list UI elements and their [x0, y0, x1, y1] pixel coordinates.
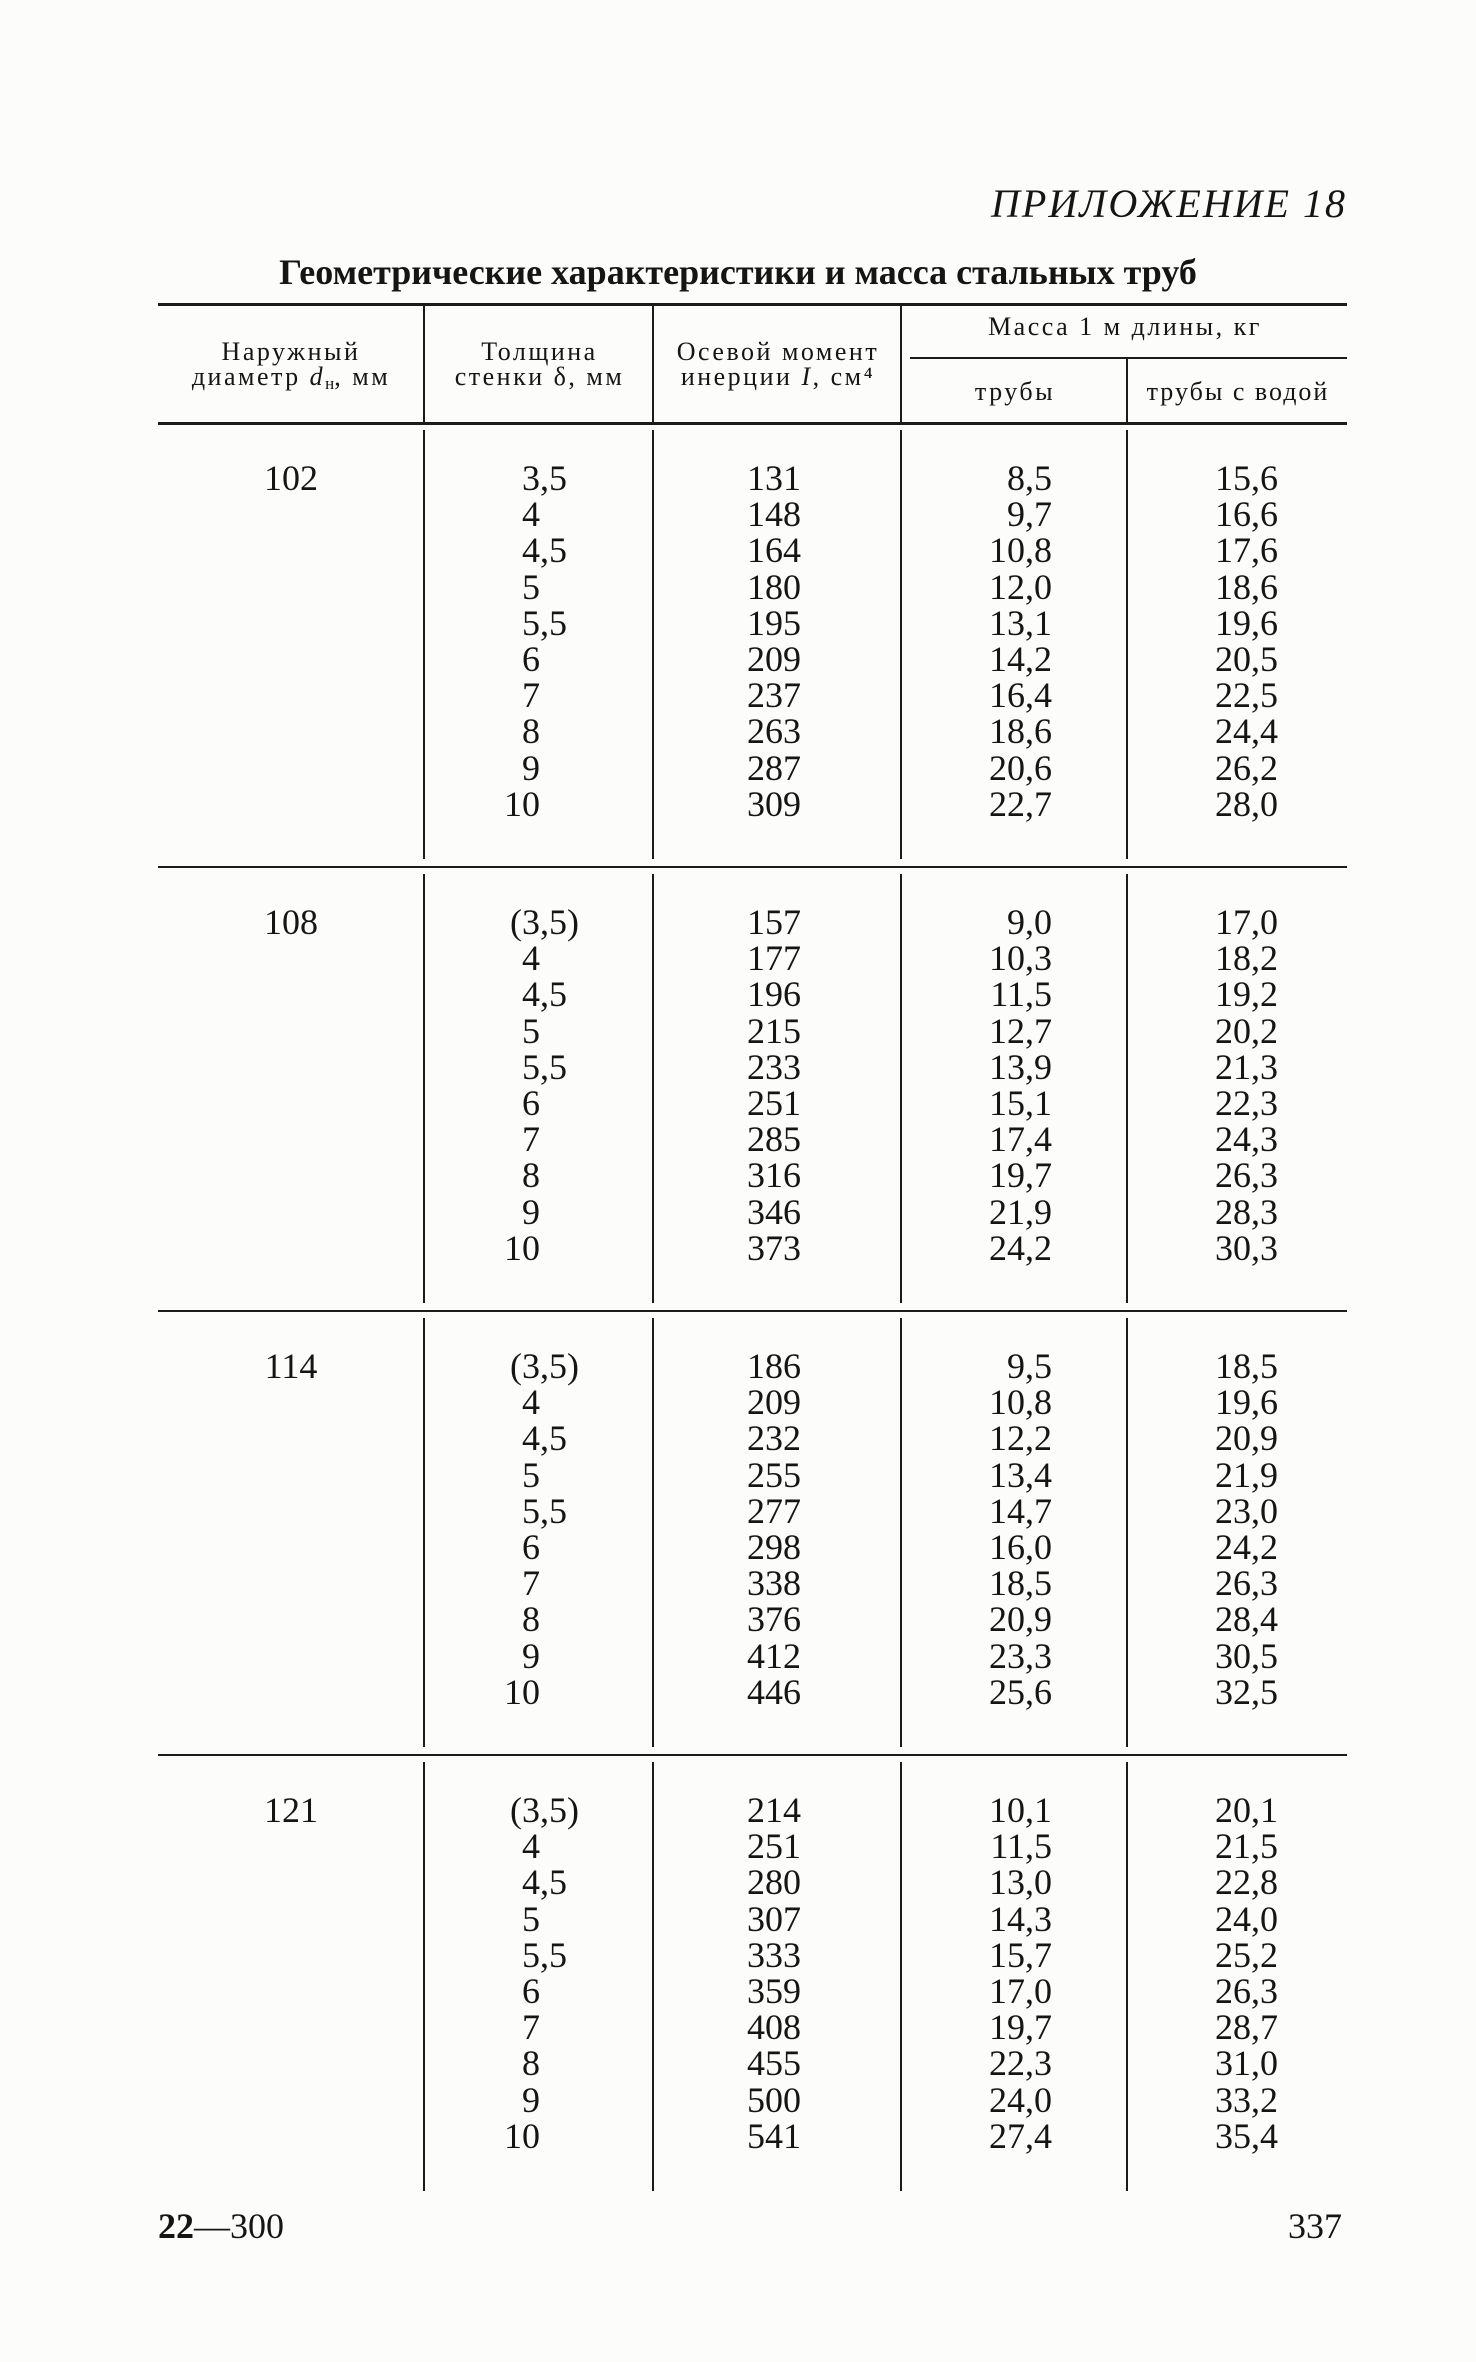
- moment-of-inertia-column: [653, 460, 801, 822]
- pipe-mass-value: 23,3: [989, 1635, 1052, 1676]
- pipe-with-water-mass-value: 19,6: [1215, 602, 1278, 643]
- moment-of-inertia-value: 285: [747, 1119, 801, 1160]
- pipe-with-water-mass-value: 21,9: [1215, 1454, 1278, 1495]
- pipe-mass-value: 13,4: [989, 1454, 1052, 1495]
- pipe-with-water-mass-value: 15,6: [1215, 458, 1278, 498]
- column-divider: [900, 304, 902, 423]
- header-cell-diameter: [158, 306, 424, 422]
- wall-thickness-value: (3,5): [510, 902, 579, 942]
- moment-of-inertia-value: 338: [747, 1563, 801, 1604]
- pipe-mass-value: 27,4: [989, 2115, 1052, 2156]
- wall-thickness-value: 7: [522, 675, 540, 716]
- pipe-with-water-mass-value: 28,7: [1215, 2007, 1278, 2048]
- pipe-mass-column: [901, 1792, 1052, 2154]
- pipe-with-water-mass-value: 32,5: [1215, 1671, 1278, 1712]
- pipe-size-group: [0, 423, 1476, 867]
- pipe-mass-value: 13,9: [989, 1046, 1052, 1087]
- header-mass-subrule: [910, 357, 1347, 359]
- moment-of-inertia-value: 316: [747, 1155, 801, 1196]
- pipe-size-group: [0, 1311, 1476, 1755]
- column-divider: [652, 304, 654, 423]
- moment-of-inertia-value: 215: [747, 1010, 801, 1051]
- wall-thickness-value: 4,5: [522, 1418, 567, 1459]
- moment-of-inertia-value: 157: [747, 902, 801, 942]
- wall-thickness-value: 5: [522, 1010, 540, 1051]
- outer-diameter-column: [158, 1348, 424, 1384]
- pipe-mass-value: 14,7: [989, 1490, 1052, 1531]
- wall-thickness-value: 3,5: [522, 458, 567, 498]
- moment-of-inertia-value: 209: [747, 1382, 801, 1423]
- pipe-mass-value: 22,3: [989, 2043, 1052, 2084]
- header-inertia-line2: [681, 364, 875, 389]
- header-inertia-unit: , см⁴: [812, 362, 876, 391]
- moment-of-inertia-value: 280: [747, 1862, 801, 1903]
- pipe-mass-value: 10,1: [989, 1790, 1052, 1830]
- outer-diameter-value: 121: [264, 1790, 318, 1830]
- pipe-mass-value: 13,0: [989, 1862, 1052, 1903]
- wall-thickness-value: 4: [522, 938, 540, 979]
- wall-thickness-value: 4: [522, 494, 540, 535]
- pipe-mass-value: 16,4: [989, 675, 1052, 716]
- wall-thickness-value: 7: [522, 2007, 540, 2048]
- moment-of-inertia-value: 251: [747, 1082, 801, 1123]
- wall-thickness-value: 8: [522, 1599, 540, 1640]
- footer-signature-sheet: 22: [158, 2206, 194, 2246]
- wall-thickness-value: 6: [522, 638, 540, 679]
- pipe-with-water-mass-value: 28,3: [1215, 1191, 1278, 1232]
- moment-of-inertia-value: 232: [747, 1418, 801, 1459]
- wall-thickness-value: 4: [522, 1382, 540, 1423]
- moment-of-inertia-value: 373: [747, 1227, 801, 1268]
- pipe-mass-value: 20,9: [989, 1599, 1052, 1640]
- pipe-with-water-mass-value: 30,5: [1215, 1635, 1278, 1676]
- wall-thickness-value: 4,5: [522, 530, 567, 571]
- wall-thickness-value: 5: [522, 1454, 540, 1495]
- wall-thickness-value: 4,5: [522, 974, 567, 1015]
- wall-thickness-value: 9: [522, 2079, 540, 2120]
- pipe-mass-value: 11,5: [990, 1826, 1052, 1867]
- header-thickness-line1: Толщина: [481, 337, 598, 366]
- pipe-mass-value: 17,4: [989, 1119, 1052, 1160]
- pipe-with-water-mass-value: 18,6: [1215, 566, 1278, 607]
- pipe-mass-value: 14,2: [989, 638, 1052, 679]
- moment-of-inertia-value: 209: [747, 638, 801, 679]
- pipe-with-water-mass-value: 22,5: [1215, 675, 1278, 716]
- wall-thickness-value: 6: [522, 1970, 540, 2011]
- pipe-mass-value: 25,6: [989, 1671, 1052, 1712]
- pipe-mass-value: 15,7: [989, 1934, 1052, 1975]
- pipe-with-water-mass-value: 35,4: [1215, 2115, 1278, 2156]
- pipe-with-water-mass-column: [1127, 904, 1278, 1266]
- moment-of-inertia-value: 131: [747, 458, 801, 498]
- moment-of-inertia-value: 233: [747, 1046, 801, 1087]
- pipe-with-water-mass-value: 23,0: [1215, 1490, 1278, 1531]
- wall-thickness-value: 10: [504, 1671, 540, 1712]
- pipe-mass-column: [901, 1348, 1052, 1710]
- pipe-mass-value: 18,5: [989, 1563, 1052, 1604]
- moment-of-inertia-value: 195: [747, 602, 801, 643]
- wall-thickness-value: 5,5: [522, 1934, 567, 1975]
- wall-thickness-value: (3,5): [510, 1346, 579, 1386]
- pipe-with-water-mass-value: 33,2: [1215, 2079, 1278, 2120]
- pipe-mass-value: 18,6: [989, 711, 1052, 752]
- outer-diameter-column: [158, 1792, 424, 1828]
- outer-diameter-value: 102: [264, 458, 318, 498]
- moment-of-inertia-value: 287: [747, 747, 801, 788]
- moment-of-inertia-value: 446: [747, 1671, 801, 1712]
- outer-diameter-column: [158, 460, 424, 496]
- wall-thickness-value: 5: [522, 566, 540, 607]
- pipe-mass-value: 12,0: [989, 566, 1052, 607]
- moment-of-inertia-value: 251: [747, 1826, 801, 1867]
- pipe-mass-value: 21,9: [989, 1191, 1052, 1232]
- pipe-with-water-mass-value: 24,4: [1215, 711, 1278, 752]
- pipe-with-water-mass-value: 24,3: [1215, 1119, 1278, 1160]
- pipe-with-water-mass-value: 31,0: [1215, 2043, 1278, 2084]
- pipe-mass-value: 17,0: [989, 1970, 1052, 2011]
- pipe-mass-value: 20,6: [989, 747, 1052, 788]
- header-thickness-line2: стенки δ, мм: [454, 362, 625, 391]
- moment-of-inertia-value: 177: [747, 938, 801, 979]
- pipe-with-water-mass-value: 21,3: [1215, 1046, 1278, 1087]
- header-diameter-line2: [191, 362, 391, 393]
- moment-of-inertia-value: 298: [747, 1526, 801, 1567]
- moment-of-inertia-value: 307: [747, 1898, 801, 1939]
- moment-of-inertia-value: 263: [747, 711, 801, 752]
- pipe-with-water-mass-value: 26,2: [1215, 747, 1278, 788]
- moment-of-inertia-value: 148: [747, 494, 801, 535]
- header-inertia-word: инерции: [680, 362, 793, 391]
- moment-of-inertia-value: 541: [747, 2115, 801, 2156]
- pipe-mass-column: [901, 904, 1052, 1266]
- pipe-with-water-mass-value: 17,6: [1215, 530, 1278, 571]
- pipe-with-water-mass-value: 28,4: [1215, 1599, 1278, 1640]
- pipe-with-water-mass-value: 21,5: [1215, 1826, 1278, 1867]
- pipe-with-water-mass-value: 18,2: [1215, 938, 1278, 979]
- wall-thickness-value: 10: [504, 783, 540, 824]
- moment-of-inertia-value: 277: [747, 1490, 801, 1531]
- pipe-mass-value: 9,7: [1007, 494, 1052, 535]
- wall-thickness-value: 9: [522, 747, 540, 788]
- column-divider: [423, 304, 425, 423]
- pipe-with-water-mass-value: 20,2: [1215, 1010, 1278, 1051]
- moment-of-inertia-value: 164: [747, 530, 801, 571]
- pipe-mass-value: 19,7: [989, 1155, 1052, 1196]
- pipe-with-water-mass-value: 28,0: [1215, 783, 1278, 824]
- header-mass-title: Масса 1 м длины, кг: [988, 312, 1262, 341]
- pipe-with-water-mass-value: 20,9: [1215, 1418, 1278, 1459]
- wall-thickness-value: (3,5): [510, 1790, 579, 1830]
- pipe-with-water-mass-value: 22,8: [1215, 1862, 1278, 1903]
- pipe-with-water-mass-value: 22,3: [1215, 1082, 1278, 1123]
- pipe-mass-value: 12,7: [989, 1010, 1052, 1051]
- pipe-mass-value: 10,3: [989, 938, 1052, 979]
- wall-thickness-value: 10: [504, 1227, 540, 1268]
- wall-thickness-column: [424, 904, 579, 1266]
- pipe-mass-value: 8,5: [1007, 458, 1052, 498]
- pipe-with-water-mass-value: 19,2: [1215, 974, 1278, 1015]
- pipe-with-water-mass-value: 20,1: [1215, 1790, 1278, 1830]
- moment-of-inertia-value: 376: [747, 1599, 801, 1640]
- pipe-with-water-mass-value: 20,5: [1215, 638, 1278, 679]
- pipe-with-water-mass-column: [1127, 1348, 1278, 1710]
- pipe-size-group: [0, 1755, 1476, 2199]
- pipe-mass-value: 16,0: [989, 1526, 1052, 1567]
- pipe-mass-value: 19,7: [989, 2007, 1052, 2048]
- diameter-symbol: d: [309, 362, 326, 391]
- pipe-mass-value: 12,2: [989, 1418, 1052, 1459]
- wall-thickness-value: 5,5: [522, 1490, 567, 1531]
- pipe-mass-value: 11,5: [990, 974, 1052, 1015]
- pipe-mass-column: [901, 460, 1052, 822]
- wall-thickness-value: 6: [522, 1082, 540, 1123]
- pipe-with-water-mass-value: 26,3: [1215, 1970, 1278, 2011]
- pipe-with-water-mass-value: 30,3: [1215, 1227, 1278, 1268]
- moment-of-inertia-value: 408: [747, 2007, 801, 2048]
- wall-thickness-value: 7: [522, 1119, 540, 1160]
- footer-signature-rest: —300: [194, 2206, 284, 2246]
- moment-of-inertia-value: 237: [747, 675, 801, 716]
- document-title: Геометрические характеристики и масса стальных труб: [279, 252, 1197, 292]
- wall-thickness-value: 10: [504, 2115, 540, 2156]
- header-diameter-word: диаметр: [191, 362, 301, 391]
- wall-thickness-column: [424, 460, 579, 822]
- wall-thickness-value: 8: [522, 1155, 540, 1196]
- pipe-with-water-mass-value: 17,0: [1215, 902, 1278, 942]
- pipe-with-water-mass-value: 16,6: [1215, 494, 1278, 535]
- moment-of-inertia-value: 196: [747, 974, 801, 1015]
- moment-of-inertia-value: 333: [747, 1934, 801, 1975]
- header-cell-thickness: [426, 306, 653, 422]
- moment-of-inertia-value: 455: [747, 2043, 801, 2084]
- outer-diameter-column: [158, 904, 424, 940]
- header-cell-inertia: [655, 306, 901, 422]
- moment-of-inertia-column: [653, 1348, 801, 1710]
- moment-of-inertia-value: 500: [747, 2079, 801, 2120]
- wall-thickness-column: [424, 1348, 579, 1710]
- pipe-with-water-mass-value: 25,2: [1215, 1934, 1278, 1975]
- pipe-mass-value: 14,3: [989, 1898, 1052, 1939]
- moment-of-inertia-value: 346: [747, 1191, 801, 1232]
- header-mass-pipe: трубы: [974, 377, 1056, 406]
- pipe-with-water-mass-value: 19,6: [1215, 1382, 1278, 1423]
- wall-thickness-value: 9: [522, 1635, 540, 1676]
- moment-of-inertia-value: 255: [747, 1454, 801, 1495]
- appendix-label: ПРИЛОЖЕНИЕ 18: [991, 181, 1347, 226]
- wall-thickness-value: 5,5: [522, 602, 567, 643]
- moment-of-inertia-value: 180: [747, 566, 801, 607]
- moment-of-inertia-value: 186: [747, 1346, 801, 1386]
- moment-of-inertia-value: 359: [747, 1970, 801, 2011]
- footer-signature: [158, 2208, 284, 2244]
- column-divider: [1126, 358, 1128, 422]
- pipe-mass-value: 10,8: [989, 530, 1052, 571]
- wall-thickness-value: 7: [522, 1563, 540, 1604]
- moment-of-inertia-column: [653, 1792, 801, 2154]
- moment-of-inertia-column: [653, 904, 801, 1266]
- pipe-mass-value: 10,8: [989, 1382, 1052, 1423]
- header-inertia-line1: Осевой момент: [676, 337, 880, 366]
- moment-of-inertia-value: 412: [747, 1635, 801, 1676]
- header-diameter-line1: Наружный: [221, 337, 361, 366]
- pipe-with-water-mass-value: 24,2: [1215, 1526, 1278, 1567]
- pipe-size-group: [0, 867, 1476, 1311]
- wall-thickness-value: 4,5: [522, 1862, 567, 1903]
- footer-page-number: 337: [1288, 2206, 1342, 2246]
- pipe-with-water-mass-column: [1127, 460, 1278, 822]
- pipe-mass-value: 24,2: [989, 1227, 1052, 1268]
- pipe-with-water-mass-value: 18,5: [1215, 1346, 1278, 1386]
- moment-of-inertia-value: 214: [747, 1790, 801, 1830]
- header-diameter-unit: , мм: [334, 362, 391, 391]
- wall-thickness-value: 4: [522, 1826, 540, 1867]
- pipe-mass-value: 9,0: [1007, 902, 1052, 942]
- pipe-mass-value: 22,7: [989, 783, 1052, 824]
- pipe-with-water-mass-value: 26,3: [1215, 1155, 1278, 1196]
- header-mass-pipe-with-water: трубы с водой: [1146, 377, 1330, 406]
- pipe-with-water-mass-value: 24,0: [1215, 1898, 1278, 1939]
- moment-of-inertia-value: 309: [747, 783, 801, 824]
- pipe-mass-value: 9,5: [1007, 1346, 1052, 1386]
- wall-thickness-value: 8: [522, 711, 540, 752]
- wall-thickness-value: 6: [522, 1526, 540, 1567]
- wall-thickness-value: 5: [522, 1898, 540, 1939]
- pipe-mass-value: 15,1: [989, 1082, 1052, 1123]
- pipe-mass-value: 24,0: [989, 2079, 1052, 2120]
- pipe-mass-value: 13,1: [989, 602, 1052, 643]
- outer-diameter-value: 108: [264, 902, 318, 942]
- pipe-with-water-mass-column: [1127, 1792, 1278, 2154]
- diameter-subscript: н: [325, 374, 335, 393]
- wall-thickness-value: 8: [522, 2043, 540, 2084]
- wall-thickness-value: 9: [522, 1191, 540, 1232]
- inertia-symbol: I: [801, 362, 813, 391]
- outer-diameter-value: 114: [264, 1346, 318, 1386]
- pipe-with-water-mass-value: 26,3: [1215, 1563, 1278, 1604]
- wall-thickness-value: 5,5: [522, 1046, 567, 1087]
- wall-thickness-column: [424, 1792, 579, 2154]
